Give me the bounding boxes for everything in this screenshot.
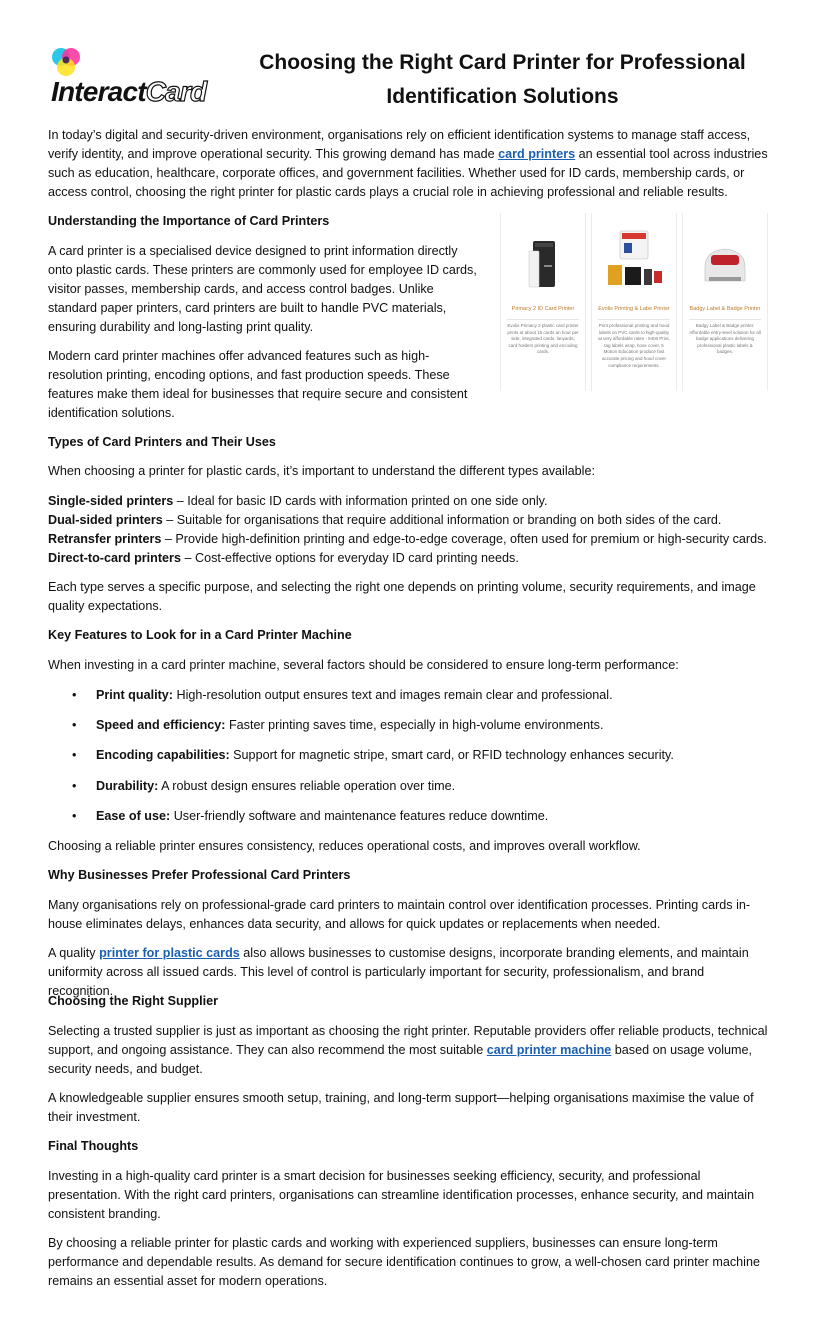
importance-paragraph-2: Modern card printer machines offer advanced features such as high-resolution printing, encoding options, and fast production speeds. These features make them ideal for businesses that require secure and consistent identification solutions. xyxy=(48,349,468,420)
page-title: Choosing the Right Card Printer for Professional Identification Solutions xyxy=(259,51,746,108)
type-item xyxy=(48,511,770,530)
product-description: Evolis Primacy 2 plastic card printer prints at about 15 cards an hour per side; integrated cards, lanyards, card holders printing and encoding cards. xyxy=(507,323,579,355)
type-item xyxy=(48,530,770,549)
product-divider xyxy=(598,319,670,320)
feature-text: High-resolution output ensures text and images remain clear and professional. xyxy=(172,688,613,702)
final-paragraph-1: Investing in a high-quality card printer is a smart decision for businesses seeking efficiency, security, and professional presentation. With the right card printers, organisations can streamline identification processes, enhance security, and maintain consistent branding. xyxy=(48,1169,755,1221)
why-paragraph-1: Many organisations rely on professional-grade card printers to maintain control over identification processes. Printing cards in-house eliminates delays, enhances data security, and allows for quick updates or replacements when needed. xyxy=(48,898,751,931)
type-term: Direct-to-card printers xyxy=(48,551,181,565)
type-term: Retransfer printers xyxy=(48,532,162,546)
supplier-text-before: Selecting a trusted supplier is just as important as choosing the right printer. Reputable providers offer reliable products, technical support, and ongoing assistance. They can also recommend the most suitable xyxy=(48,1024,768,1057)
type-text: – Provide high-definition printing and edge-to-edge coverage, often used for premium or high-security cards. xyxy=(161,532,767,546)
feature-term: Print quality: xyxy=(96,688,173,702)
product-description: Badgy Label & Badge printer. Affordable entry-level solution for all badge applications delivering professional plastic labels & badges. xyxy=(689,323,761,355)
supplier-paragraph-2: A knowledgeable supplier ensures smooth setup, training, and long-term support—helping organisations maximise the value of their investment. xyxy=(48,1091,754,1124)
card-printers-link[interactable]: card printers xyxy=(498,147,576,161)
bullet-icon: • xyxy=(72,748,77,762)
section-heading-types: Types of Card Printers and Their Uses xyxy=(48,435,276,449)
product-name: Badgy Label & Badge Printer xyxy=(689,306,761,312)
features-lead: When investing in a card printer machine, several factors should be considered to ensure long-term performance: xyxy=(48,658,679,672)
intro-text-before: In today’s digital and security-driven environment, organisations rely on efficient identification systems to manage staff access, verify identity, and improve operational security. This growing demand has made xyxy=(48,128,751,161)
bullet-icon: • xyxy=(72,718,77,732)
feature-text: User-friendly software and maintenance features reduce downtime. xyxy=(170,809,549,823)
importance-paragraph-1: A card printer is a specialised device designed to print information directly onto plastic cards. These printers are commonly used for employee ID cards, visitor passes, membership cards, and access control badges. Unlike standard paper printers, card printers are built to handle PVC materials, ensuring durability and long-lasting print quality. xyxy=(48,244,477,334)
type-term: Dual-sided printers xyxy=(48,513,163,527)
product-image-strip xyxy=(500,213,768,391)
section-heading-final: Final Thoughts xyxy=(48,1139,139,1153)
type-term: Single-sided printers xyxy=(48,494,174,508)
final-paragraph-2: By choosing a reliable printer for plastic cards and working with experienced suppliers, businesses can ensure long-term performance and dependable results. As demand for secure identification continues to grow, a well-chosen card printer machine remains an essential asset for modern operations. xyxy=(48,1236,760,1288)
feature-term: Durability: xyxy=(96,779,159,793)
feature-text: Support for magnetic stripe, smart card, or RFID technology enhances security. xyxy=(229,748,674,762)
product-card[interactable] xyxy=(500,213,586,391)
feature-text: Faster printing saves time, especially in high-volume environments. xyxy=(225,718,604,732)
feature-term: Speed and efficiency: xyxy=(96,718,226,732)
card-printer-machine-link[interactable]: card printer machine xyxy=(486,1043,612,1057)
logo-wordmark xyxy=(51,76,206,108)
type-text: – Cost-effective options for everyday ID card printing needs. xyxy=(180,551,519,565)
feature-text: A robust design ensures reliable operation over time. xyxy=(158,779,456,793)
product-card[interactable] xyxy=(682,213,768,391)
interactcard-logo[interactable] xyxy=(46,44,236,110)
bullet-icon: • xyxy=(72,779,77,793)
badge-printer-image xyxy=(691,221,759,301)
type-text: – Ideal for basic ID cards with information printed on one side only. xyxy=(173,494,548,508)
section-heading-features: Key Features to Look for in a Card Printer Machine xyxy=(48,628,352,642)
printer-bundle-image xyxy=(600,221,668,301)
bullet-icon: • xyxy=(72,809,77,823)
type-text: – Suitable for organisations that require additional information or branding on both sides of the card. xyxy=(162,513,722,527)
section-heading-why: Why Businesses Prefer Professional Card Printers xyxy=(48,868,351,882)
type-item xyxy=(48,492,770,511)
supplier-text-after: based on usage volume, security needs, and budget. xyxy=(48,1043,753,1076)
supplier-paragraph-1 xyxy=(48,1022,770,1079)
types-lead: When choosing a printer for plastic cards, it’s important to understand the different types available: xyxy=(48,464,595,478)
product-name: Primacy 2 ID Card Printer xyxy=(511,306,575,312)
card-printer-image xyxy=(509,221,577,301)
bullet-icon: • xyxy=(72,688,77,702)
product-card[interactable] xyxy=(591,213,677,391)
type-item xyxy=(48,549,770,568)
section-heading-importance: Understanding the Importance of Card Printers xyxy=(48,214,330,228)
why-text-before: A quality xyxy=(48,946,100,960)
section-heading-supplier: Choosing the Right Supplier xyxy=(48,994,219,1008)
features-closing: Choosing a reliable printer ensures consistency, reduces operational costs, and improves overall workflow. xyxy=(48,839,641,853)
product-name: Evolis Printing & Labe Printer xyxy=(598,306,670,312)
printer-for-plastic-cards-link[interactable]: printer for plastic cards xyxy=(99,946,240,960)
why-text-after: also allows businesses to customise designs, incorporate branding elements, and maintain uniformity across all issued cards. This level of control is particularly important for security, professionalism, and brand recognition. xyxy=(48,946,749,998)
product-divider xyxy=(689,319,761,320)
feature-term: Encoding capabilities: xyxy=(96,748,230,762)
intro-paragraph xyxy=(48,126,770,202)
logo-word-interact: Interact xyxy=(51,76,146,107)
types-closing: Each type serves a specific purpose, and selecting the right one depends on printing volume, security requirements, and image quality expectations. xyxy=(48,580,756,613)
product-description: Print professional printing and hood labels on PVC cards to high-quality at very affordable rates - 5400 Print, tag labels wrap, hose cover, 5 Motion Education produce fast accurate pricing and hood cover compliance requirements. xyxy=(598,323,670,368)
logo-word-card: Card xyxy=(145,76,207,107)
intro-text-after: an essential tool across industries such as education, healthcare, corporate offices, and government facilities. Whether used for ID cards, membership cards, or access control, choosing the right printer for plastic cards plays a crucial role in achieving professional and reliable results. xyxy=(48,147,768,199)
feature-term: Ease of use: xyxy=(96,809,171,823)
product-divider xyxy=(507,319,579,320)
